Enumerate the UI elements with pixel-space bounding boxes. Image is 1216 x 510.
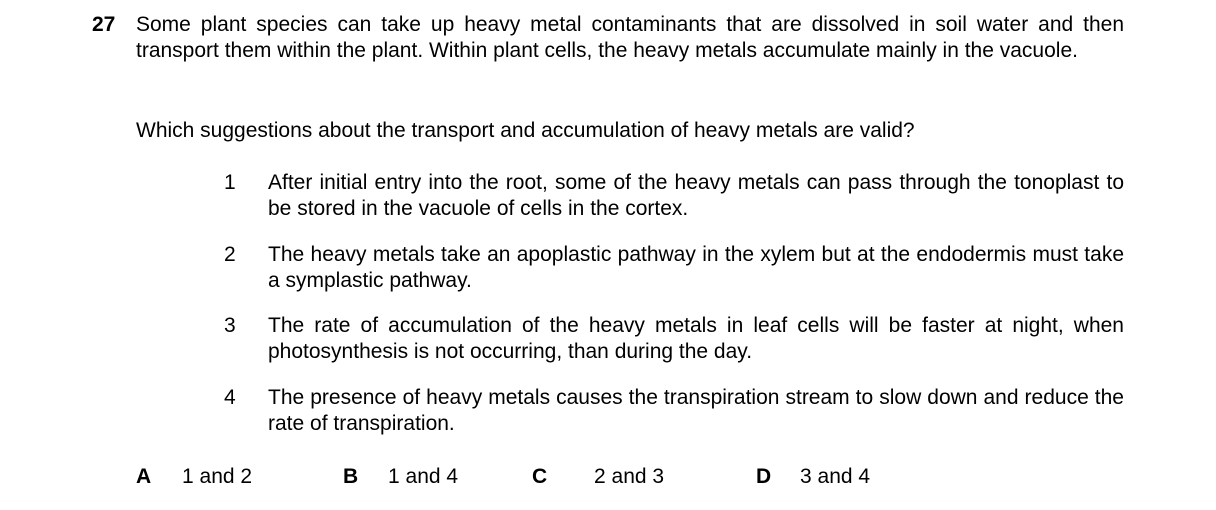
statement-text: The rate of accumulation of the heavy metals in leaf cells will be faster at night, when photosynthesis is not occurring, than during the day. (268, 314, 1124, 363)
option-b-text: 1 and 4 (388, 465, 459, 488)
option-b-letter: B (343, 465, 359, 488)
option-a-letter: A (136, 465, 152, 488)
statement-number: 1 (224, 171, 236, 194)
option-c-text: 2 and 3 (594, 465, 665, 488)
statement-text: The presence of heavy metals causes the transpiration stream to slow down and reduce the rate of transpiration. (268, 386, 1124, 435)
option-d-text: 3 and 4 (800, 465, 871, 488)
statement-text: After initial entry into the root, some of the heavy metals can pass through the tonoplast to be stored in the vacuole of cells in the cortex. (268, 171, 1124, 220)
option-d-letter: D (756, 465, 772, 488)
statement-number: 2 (224, 243, 236, 266)
option-a-text: 1 and 2 (182, 465, 253, 488)
statement-number: 3 (224, 314, 236, 337)
statement-number: 4 (224, 386, 236, 409)
question-number: 27 (92, 13, 116, 36)
question-stem: Some plant species can take up heavy metal contaminants that are dissolved in soil water and then transport them within the plant. Within plant cells, the heavy metals accumulate mainly in the vacuole. (136, 13, 1124, 62)
option-c-letter: C (532, 465, 548, 488)
question-prompt: Which suggestions about the transport and accumulation of heavy metals are valid? (136, 119, 915, 142)
statement-text: The heavy metals take an apoplastic pathway in the xylem but at the endodermis must take a symplastic pathway. (268, 243, 1124, 292)
